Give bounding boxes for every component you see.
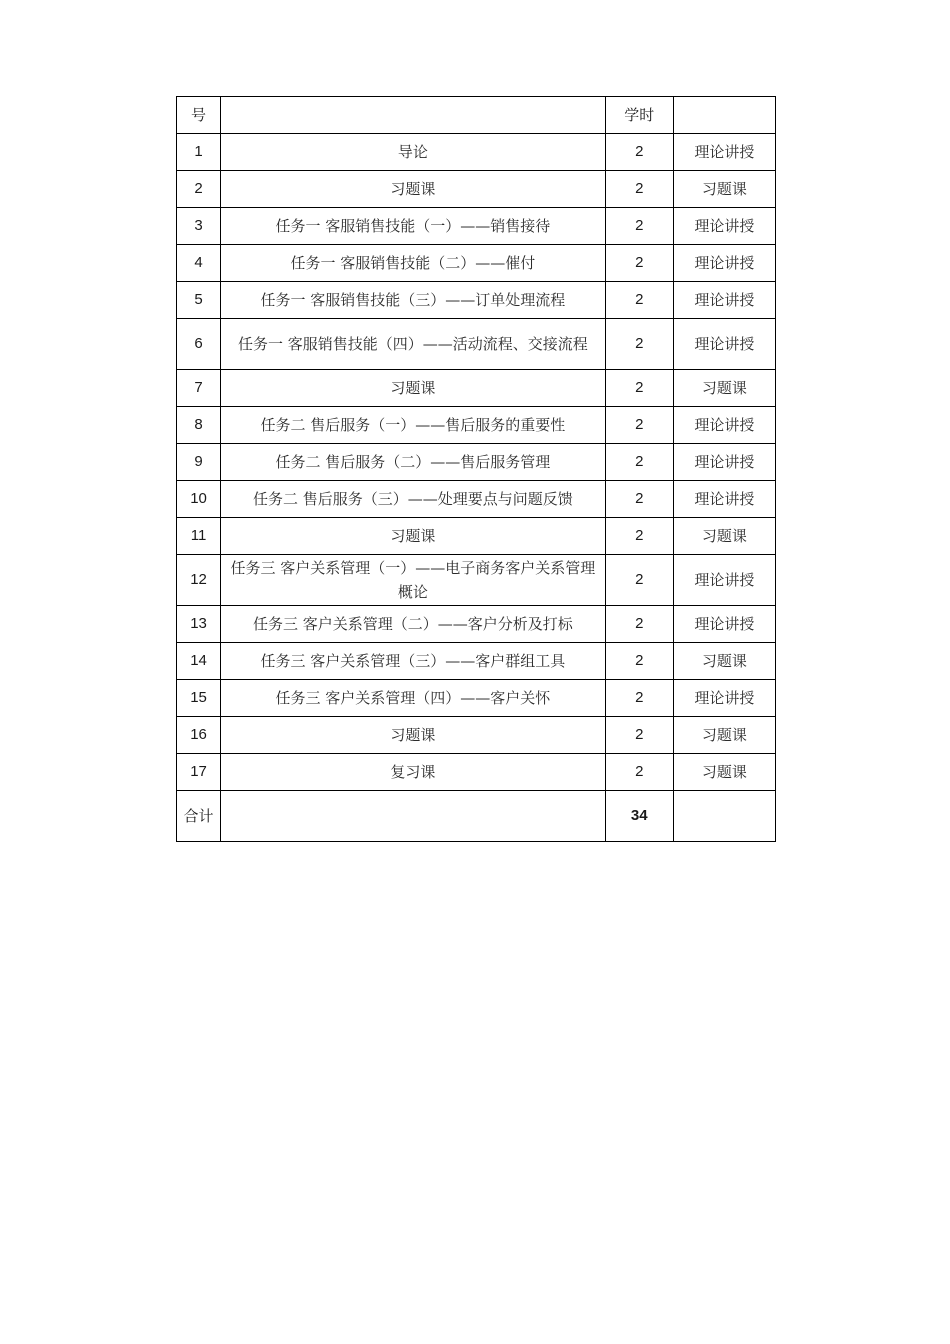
row-hours: 2 — [605, 370, 673, 407]
row-no: 6 — [177, 319, 221, 370]
table-row — [177, 481, 776, 518]
row-no: 14 — [177, 643, 221, 680]
row-content — [221, 717, 606, 754]
row-content — [221, 606, 606, 643]
row-no: 9 — [177, 444, 221, 481]
row-content-text: 复习课 — [390, 763, 436, 781]
table-row — [177, 754, 776, 791]
total-method — [673, 791, 775, 842]
table-row — [177, 680, 776, 717]
row-content-text: 习题课 — [390, 379, 436, 397]
row-hours: 2 — [605, 245, 673, 282]
row-content — [221, 134, 606, 171]
row-method: 理论讲授 — [673, 481, 775, 518]
row-method: 理论讲授 — [673, 555, 775, 606]
header-method — [673, 97, 775, 134]
table-row — [177, 208, 776, 245]
row-hours: 2 — [605, 518, 673, 555]
row-content — [221, 282, 606, 319]
row-no: 17 — [177, 754, 221, 791]
header-no: 号 — [177, 97, 221, 134]
row-hours: 2 — [605, 717, 673, 754]
table-row — [177, 444, 776, 481]
total-content — [221, 791, 606, 842]
row-method: 习题课 — [673, 171, 775, 208]
row-content-text: 任务三 客户关系管理（四）——客户关怀 — [275, 689, 551, 707]
row-method: 习题课 — [673, 643, 775, 680]
row-method: 习题课 — [673, 717, 775, 754]
table-row — [177, 643, 776, 680]
row-content — [221, 444, 606, 481]
table-row — [177, 407, 776, 444]
total-row — [177, 791, 776, 842]
row-no: 11 — [177, 518, 221, 555]
table-row — [177, 282, 776, 319]
row-hours: 2 — [605, 319, 673, 370]
table-row — [177, 518, 776, 555]
row-method: 理论讲授 — [673, 444, 775, 481]
row-no: 3 — [177, 208, 221, 245]
row-content-text: 任务三 客户关系管理（三）——客户群组工具 — [260, 652, 566, 670]
header-hours: 学时 — [605, 97, 673, 134]
row-method: 习题课 — [673, 754, 775, 791]
row-content — [221, 555, 606, 606]
row-content-text: 习题课 — [390, 180, 436, 198]
row-content-text: 任务三 客户关系管理（一）——电子商务客户关系管理概论 — [230, 559, 596, 601]
row-content-text: 任务一 客服销售技能（三）——订单处理流程 — [260, 291, 566, 309]
table-body — [177, 97, 776, 842]
table-row — [177, 245, 776, 282]
row-hours: 2 — [605, 171, 673, 208]
row-content — [221, 370, 606, 407]
row-method: 理论讲授 — [673, 282, 775, 319]
row-no: 1 — [177, 134, 221, 171]
row-method: 习题课 — [673, 518, 775, 555]
row-hours: 2 — [605, 407, 673, 444]
row-hours: 2 — [605, 606, 673, 643]
row-hours: 2 — [605, 680, 673, 717]
table-row — [177, 171, 776, 208]
row-no: 5 — [177, 282, 221, 319]
row-method: 理论讲授 — [673, 606, 775, 643]
row-content-text: 任务二 售后服务（一）——售后服务的重要性 — [260, 416, 566, 434]
row-content-text: 任务三 客户关系管理（二）——客户分析及打标 — [252, 615, 573, 633]
table-row — [177, 370, 776, 407]
header-row — [177, 97, 776, 134]
row-hours: 2 — [605, 754, 673, 791]
row-content-text: 任务二 售后服务（二）——售后服务管理 — [275, 453, 551, 471]
row-no: 15 — [177, 680, 221, 717]
row-hours: 2 — [605, 282, 673, 319]
row-hours: 2 — [605, 481, 673, 518]
row-no: 8 — [177, 407, 221, 444]
header-content — [221, 97, 606, 134]
row-method: 理论讲授 — [673, 134, 775, 171]
row-method: 理论讲授 — [673, 680, 775, 717]
row-no: 10 — [177, 481, 221, 518]
table-row — [177, 717, 776, 754]
row-hours: 2 — [605, 444, 673, 481]
table-row — [177, 319, 776, 370]
row-no: 13 — [177, 606, 221, 643]
row-no: 2 — [177, 171, 221, 208]
row-content-text: 任务一 客服销售技能（二）——催付 — [290, 254, 536, 272]
total-label: 合计 — [177, 791, 221, 842]
total-hours: 34 — [605, 791, 673, 842]
row-method: 理论讲授 — [673, 245, 775, 282]
table-row — [177, 555, 776, 606]
row-content-text: 习题课 — [390, 527, 436, 545]
row-no: 16 — [177, 717, 221, 754]
row-hours: 2 — [605, 555, 673, 606]
row-content-text: 任务一 客服销售技能（一）——销售接待 — [275, 217, 551, 235]
row-content — [221, 518, 606, 555]
row-content — [221, 407, 606, 444]
row-content — [221, 754, 606, 791]
row-content-text: 导论 — [397, 143, 428, 161]
row-no: 12 — [177, 555, 221, 606]
row-method: 习题课 — [673, 370, 775, 407]
row-content — [221, 208, 606, 245]
row-method: 理论讲授 — [673, 208, 775, 245]
table-row — [177, 606, 776, 643]
row-hours: 2 — [605, 134, 673, 171]
row-hours: 2 — [605, 208, 673, 245]
row-content — [221, 481, 606, 518]
row-no: 4 — [177, 245, 221, 282]
row-content — [221, 319, 606, 370]
row-hours: 2 — [605, 643, 673, 680]
table-row — [177, 134, 776, 171]
row-content — [221, 643, 606, 680]
row-content — [221, 680, 606, 717]
row-content-text: 任务二 售后服务（三）——处理要点与问题反馈 — [252, 490, 573, 508]
course-schedule-table — [176, 96, 776, 842]
row-method: 理论讲授 — [673, 407, 775, 444]
row-content-text: 任务一 客服销售技能（四）——活动流程、交接流程 — [237, 335, 588, 353]
row-content — [221, 245, 606, 282]
row-content — [221, 171, 606, 208]
row-method: 理论讲授 — [673, 319, 775, 370]
row-no: 7 — [177, 370, 221, 407]
row-content-text: 习题课 — [390, 726, 436, 744]
